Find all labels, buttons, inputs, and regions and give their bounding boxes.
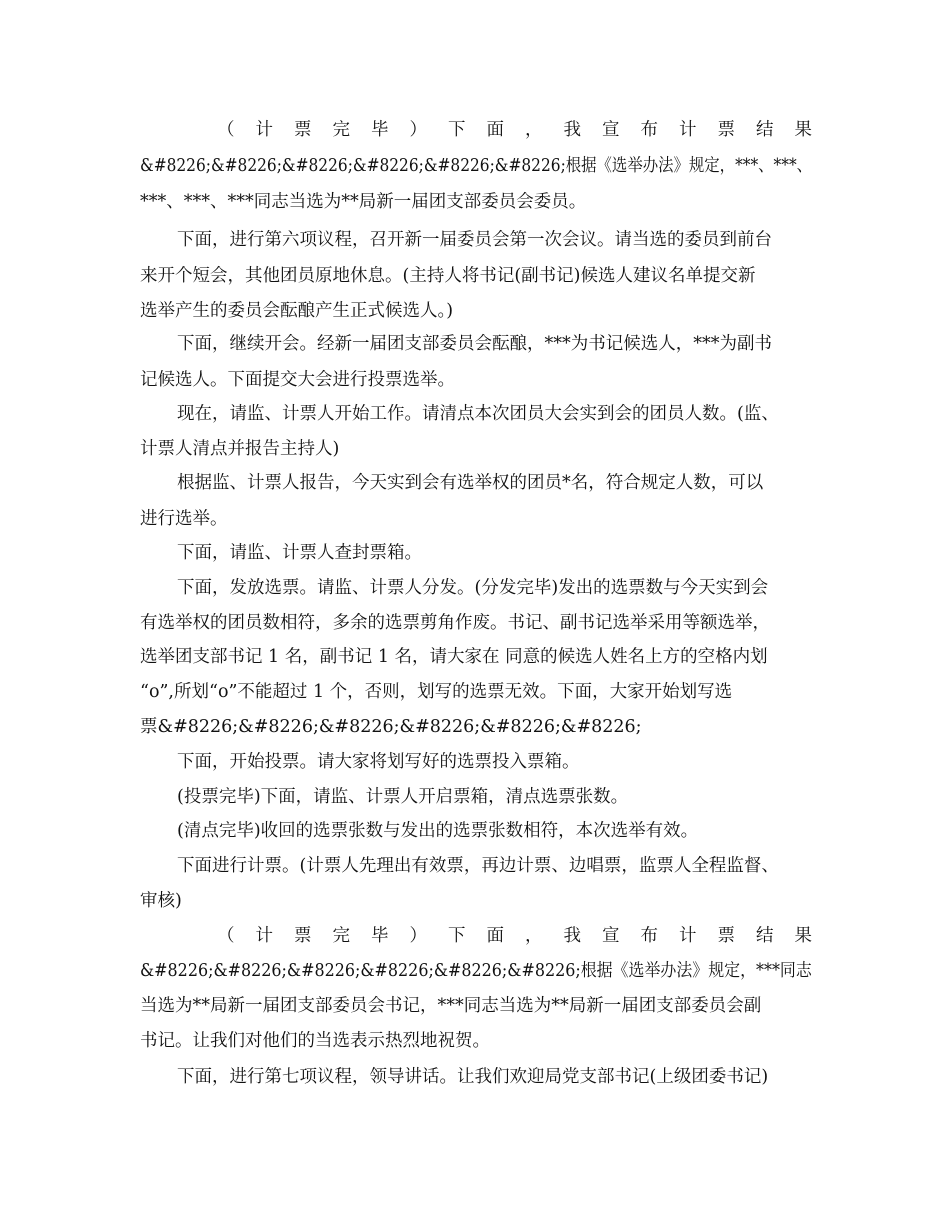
text-line: “o”,所划“o”不能超过 1 个，否则，划写的选票无效。下面，大家开始划写选: [140, 682, 733, 702]
text-line: 选举团支部书记 1 名，副书记 1 名，请大家在 同意的候选人姓名上方的空格内划: [140, 647, 768, 667]
text-line: (投票完毕)下面，请监、计票人开启票箱，清点选票张数。: [177, 787, 629, 807]
text-line: 选举产生的委员会酝酿产生正式候选人。): [140, 301, 454, 321]
text-line: 进行选举。: [140, 509, 228, 529]
text-line: 计票人清点并报告主持人): [140, 439, 340, 459]
text-line: 下面，请监、计票人查封票箱。: [177, 543, 422, 563]
text-line: 书记。让我们对他们的当选表示热烈地祝贺。: [140, 1031, 490, 1051]
text-line: 根据监、计票人报告，今天实到会有选举权的团员*名，符合规定人数，可以: [177, 473, 764, 493]
text-line: 记候选人。下面提交大会进行投票选举。: [140, 370, 455, 390]
text-line: &#8226;&#8226;&#8226;&#8226;&#8226;&#8226;根据《选举办法》规定，***同志: [140, 961, 812, 981]
text-line: (清点完毕)收回的选票张数与发出的选票张数相符，本次选举有效。: [177, 821, 699, 841]
text-line: 下面，继续开会。经新一届团支部委员会酝酿，***为书记候选人，***为副书: [177, 334, 772, 354]
text-line: 下面，进行第七项议程，领导讲话。让我们欢迎局党支部书记(上级团委书记): [177, 1067, 769, 1087]
text-line: 下面进行计票。(计票人先理出有效票，再边计票、边唱票，监票人全程监督、: [177, 856, 779, 876]
text-line: 有选举权的团员数相符，多余的选票剪角作废。书记、副书记选举采用等额选举，: [140, 613, 770, 633]
text-line: 下面，进行第六项议程，召开新一届委员会第一次会议。请当选的委员到前台: [177, 230, 772, 250]
text-line: 票&#8226;&#8226;&#8226;&#8226;&#8226;&#8226;: [140, 717, 642, 737]
text-line: 现在，请监、计票人开始工作。请清点本次团员大会实到会的团员人数。(监、: [177, 404, 779, 424]
text-line: 审核): [140, 891, 182, 911]
text-line: 当选为**局新一届团支部委员会书记，***同志当选为**局新一届团支部委员会副: [140, 996, 762, 1016]
text-line: 下面，发放选票。请监、计票人分发。(分发完毕)发出的选票数与今天实到会: [177, 578, 769, 598]
text-line: 来开个短会，其他团员原地休息。(主持人将书记(副书记)候选人建议名单提交新: [140, 266, 756, 286]
text-line: ***、***、***同志当选为**局新一届团支部委员会委员。: [140, 192, 587, 212]
text-line: &#8226;&#8226;&#8226;&#8226;&#8226;&#8226;根据《选举办法》规定，***、***、: [140, 156, 813, 176]
text-line: （ 计 票 完 毕 ） 下 面 ， 我 宣 布 计 票 结 果: [217, 120, 812, 140]
text-line: （ 计 票 完 毕 ） 下 面 ， 我 宣 布 计 票 结 果: [217, 926, 812, 946]
text-line: 下面，开始投票。请大家将划写好的选票投入票箱。: [177, 752, 580, 772]
